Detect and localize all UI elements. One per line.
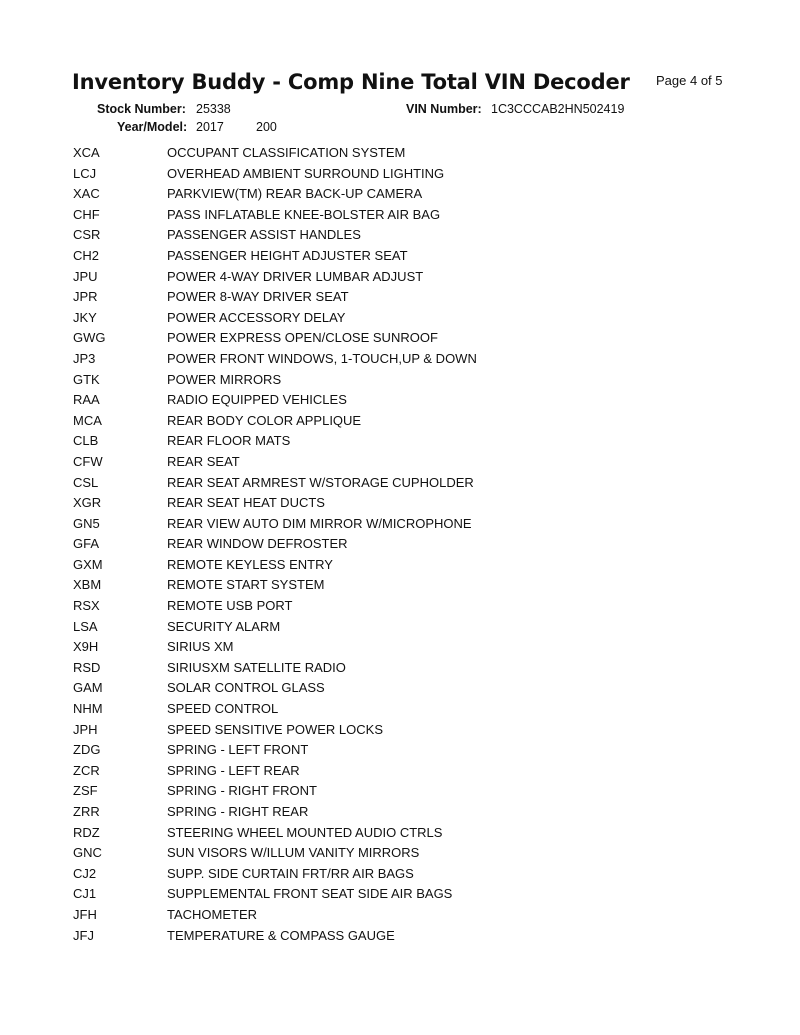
list-item — [0, 412, 800, 433]
option-description: POWER 8-WAY DRIVER SEAT — [167, 289, 349, 305]
option-code: JPR — [73, 289, 98, 305]
option-code: GN5 — [73, 515, 100, 531]
page-number: Page 4 of 5 — [656, 73, 723, 88]
option-code: CLB — [73, 433, 99, 449]
option-code: ZDG — [73, 742, 101, 758]
option-description: SUN VISORS W/ILLUM VANITY MIRRORS — [167, 845, 420, 861]
option-code: CFW — [73, 453, 103, 469]
option-description: SPRING - RIGHT REAR — [167, 804, 309, 819]
option-code: ZSF — [73, 783, 98, 799]
option-code: JFJ — [73, 927, 94, 943]
option-description: OCCUPANT CLASSIFICATION SYSTEM — [167, 145, 406, 160]
option-description: REAR SEAT — [167, 453, 240, 469]
list-item — [0, 535, 800, 556]
option-description: PASSENGER ASSIST HANDLES — [167, 227, 361, 243]
option-description: SUPP. SIDE CURTAIN FRT/RR AIR BAGS — [167, 865, 414, 881]
option-description: PARKVIEW(TM) REAR BACK-UP CAMERA — [167, 186, 423, 202]
list-item — [0, 927, 800, 948]
vin-number-label: VIN Number: — [406, 102, 482, 116]
page-title: Inventory Buddy - Comp Nine Total VIN Decoder — [72, 70, 630, 94]
option-code: XCA — [73, 145, 100, 160]
list-item — [0, 721, 800, 742]
option-code: GAM — [73, 680, 103, 696]
list-item — [0, 844, 800, 865]
option-code: JPH — [73, 721, 98, 737]
list-item — [0, 556, 800, 577]
option-code: JPU — [73, 268, 98, 284]
option-description: POWER MIRRORS — [167, 371, 282, 387]
option-description: OVERHEAD AMBIENT SURROUND LIGHTING — [167, 165, 445, 181]
option-description: PASSENGER HEIGHT ADJUSTER SEAT — [167, 247, 408, 263]
option-description: RADIO EQUIPPED VEHICLES — [167, 392, 347, 408]
option-description: POWER EXPRESS OPEN/CLOSE SUNROOF — [167, 330, 438, 346]
list-item — [0, 474, 800, 495]
option-code: LCJ — [73, 165, 97, 181]
list-item — [0, 597, 800, 618]
list-item — [0, 865, 800, 886]
option-description: REMOTE KEYLESS ENTRY — [167, 556, 333, 572]
option-code: X9H — [73, 639, 99, 655]
option-description: SPRING - RIGHT FRONT — [167, 783, 317, 799]
option-code: CSL — [73, 474, 99, 490]
model-value: 200 — [256, 120, 277, 134]
year-value: 2017 — [196, 120, 224, 134]
option-description: REMOTE USB PORT — [167, 598, 293, 614]
option-code: RDZ — [73, 824, 100, 840]
option-description: REAR WINDOW DEFROSTER — [167, 536, 348, 552]
list-item — [0, 762, 800, 783]
list-item — [0, 329, 800, 350]
option-description: SIRIUS XM — [167, 639, 234, 655]
list-item — [0, 576, 800, 597]
option-code: RAA — [73, 392, 100, 408]
list-item — [0, 741, 800, 762]
option-description: PASS INFLATABLE KNEE-BOLSTER AIR BAG — [167, 206, 441, 222]
option-code: CHF — [73, 206, 100, 222]
option-code: LSA — [73, 618, 98, 634]
list-item — [0, 144, 800, 165]
list-item — [0, 885, 800, 906]
option-code: ZRR — [73, 804, 100, 819]
list-item — [0, 515, 800, 536]
list-item — [0, 226, 800, 247]
option-description: SPRING - LEFT FRONT — [167, 742, 309, 758]
option-code: CJ2 — [73, 865, 97, 881]
option-code: NHM — [73, 701, 103, 717]
list-item — [0, 350, 800, 371]
year-model-label: Year/Model: — [117, 120, 188, 134]
list-item — [0, 391, 800, 412]
option-code: CSR — [73, 227, 101, 243]
option-description: SPRING - LEFT REAR — [167, 762, 300, 778]
list-item — [0, 268, 800, 289]
list-item — [0, 288, 800, 309]
list-item — [0, 432, 800, 453]
option-description: SOLAR CONTROL GLASS — [167, 680, 325, 696]
option-description: REAR VIEW AUTO DIM MIRROR W/MICROPHONE — [167, 515, 472, 531]
list-item — [0, 782, 800, 803]
option-description: REMOTE START SYSTEM — [167, 577, 325, 593]
option-code: XGR — [73, 495, 102, 511]
option-description: SIRIUSXM SATELLITE RADIO — [167, 659, 346, 675]
option-description: SPEED SENSITIVE POWER LOCKS — [167, 721, 383, 737]
list-item — [0, 659, 800, 680]
list-item — [0, 206, 800, 227]
option-description: POWER FRONT WINDOWS, 1-TOUCH,UP & DOWN — [167, 350, 477, 366]
option-code: XAC — [73, 186, 100, 202]
option-description: STEERING WHEEL MOUNTED AUDIO CTRLS — [167, 824, 443, 840]
option-description: SECURITY ALARM — [167, 618, 281, 634]
list-item — [0, 679, 800, 700]
list-item — [0, 803, 800, 824]
option-description: TACHOMETER — [167, 906, 258, 922]
option-code: GWG — [73, 330, 106, 346]
option-code: JP3 — [73, 350, 96, 366]
list-item — [0, 494, 800, 515]
option-description: REAR BODY COLOR APPLIQUE — [167, 412, 362, 428]
list-item — [0, 824, 800, 845]
list-item — [0, 247, 800, 268]
option-description: SUPPLEMENTAL FRONT SEAT SIDE AIR BAGS — [167, 886, 453, 902]
option-description: SPEED CONTROL — [167, 701, 279, 717]
option-code: GXM — [73, 556, 103, 572]
option-code: MCA — [73, 412, 102, 428]
vin-number-value: 1C3CCCAB2HN502419 — [491, 102, 625, 116]
list-item — [0, 618, 800, 639]
option-code: JFH — [73, 906, 97, 922]
option-code: ZCR — [73, 762, 100, 778]
options-list — [0, 144, 800, 947]
option-code: CJ1 — [73, 886, 97, 902]
option-description: REAR SEAT ARMREST W/STORAGE CUPHOLDER — [167, 474, 474, 490]
list-item — [0, 165, 800, 186]
list-item — [0, 453, 800, 474]
option-description: POWER ACCESSORY DELAY — [167, 309, 346, 325]
option-code: CH2 — [73, 247, 100, 263]
list-item — [0, 906, 800, 927]
stock-number-label: Stock Number: — [97, 102, 186, 116]
option-code: RSX — [73, 598, 100, 614]
option-description: TEMPERATURE & COMPASS GAUGE — [167, 927, 395, 943]
list-item — [0, 638, 800, 659]
option-description: REAR SEAT HEAT DUCTS — [167, 495, 325, 511]
option-code: GTK — [73, 371, 100, 387]
option-description: REAR FLOOR MATS — [167, 433, 291, 449]
list-item — [0, 185, 800, 206]
list-item — [0, 309, 800, 330]
option-code: GFA — [73, 536, 100, 552]
option-code: GNC — [73, 845, 102, 861]
option-code: XBM — [73, 577, 102, 593]
list-item — [0, 371, 800, 392]
option-code: RSD — [73, 659, 101, 675]
option-code: JKY — [73, 309, 97, 325]
list-item — [0, 700, 800, 721]
stock-number-value: 25338 — [196, 102, 231, 116]
option-description: POWER 4-WAY DRIVER LUMBAR ADJUST — [167, 268, 424, 284]
